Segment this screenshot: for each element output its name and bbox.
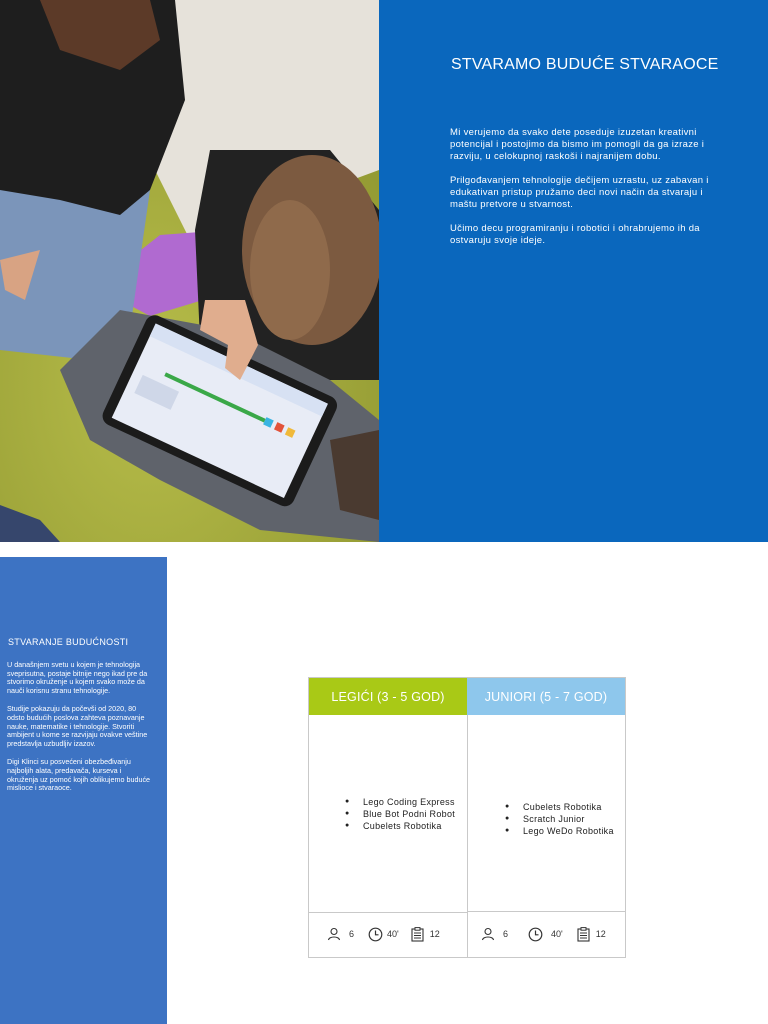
- duration: 40': [387, 929, 399, 939]
- program-column-juniori: [467, 678, 625, 957]
- hero-body: [450, 127, 730, 259]
- hero-paragraph: Prilgođavanjem tehnologije dečijem uzrastu, uz zabavan i edukativan pristup pružamo deci novi način da stvaraju i maštu pretvore u stvarnost.: [450, 175, 709, 210]
- clock-icon: [528, 927, 543, 942]
- program-item: ● Blue Bot Podni Robot: [345, 808, 455, 820]
- person-icon: [481, 927, 495, 941]
- hero-paragraph: Učimo decu programiranju i robotici i ohrabrujemo ih da ostvaruju svoje ideje.: [450, 223, 700, 246]
- clipboard-icon: [411, 927, 424, 942]
- hero-panel: [379, 0, 768, 542]
- program-items: [309, 715, 467, 913]
- sessions: 12: [595, 929, 606, 939]
- program-item: ● Lego WeDo Robotika: [505, 825, 614, 837]
- side-paragraph: Studije pokazuju da počevši od 2020, 80 odsto budućih poslova zahteva poznavanje nauke, matematike i tehnologije. Stvoriti ambijent u kome se razvijaju ovakve veštine predstavlja uzbudljiv izazov.: [7, 704, 148, 748]
- side-title: STVARANJE BUDUĆNOSTI: [8, 637, 129, 647]
- person-icon: [327, 927, 341, 941]
- program-header: JUNIORI (5 - 7 GOD): [467, 678, 625, 715]
- hero-photo: [0, 0, 379, 542]
- clock-icon: [368, 927, 383, 942]
- side-body: [7, 661, 153, 803]
- programs-table: [308, 677, 626, 958]
- program-item: ● Scratch Junior: [505, 813, 614, 825]
- side-paragraph: U današnjem svetu u kojem je tehnologija sveprisutna, postaje bitnije nego ikad pre da stvorimo okruženje u kojem svako može da nauči korisnu stranu tehnologije.: [7, 660, 148, 695]
- program-header: LEGIĆI (3 - 5 GOD): [309, 678, 467, 715]
- clipboard-icon: [577, 927, 590, 942]
- program-item: ● Lego Coding Express: [345, 796, 455, 808]
- program-item: ● Cubelets Robotika: [345, 820, 455, 832]
- side-panel: [0, 557, 167, 1024]
- program-column-legici: [309, 678, 468, 957]
- hero-paragraph: Mi verujemo da svako dete poseduje izuzetan kreativni potencijal i postojimo da bismo im pomogli da ga izraze i razviju, u celokupnoj raskoši i najranijem dobu.: [450, 127, 705, 162]
- hero-title: STVARAMO BUDUĆE STVARAOCE: [451, 56, 719, 73]
- program-item: ● Cubelets Robotika: [505, 801, 614, 813]
- duration: 40': [551, 929, 563, 939]
- side-paragraph: Digi Klinci su posvećeni obezbeđivanju najboljih alata, predavača, kurseva i okruženja uz pomoć kojih oblikujemo buduće mislioce i stvaraoce.: [7, 757, 151, 793]
- program-meta: [467, 923, 625, 945]
- program-items: [467, 715, 625, 912]
- program-meta: [309, 923, 467, 945]
- sessions: 12: [429, 929, 440, 939]
- group-size: 6: [503, 929, 509, 939]
- group-size: 6: [349, 929, 355, 939]
